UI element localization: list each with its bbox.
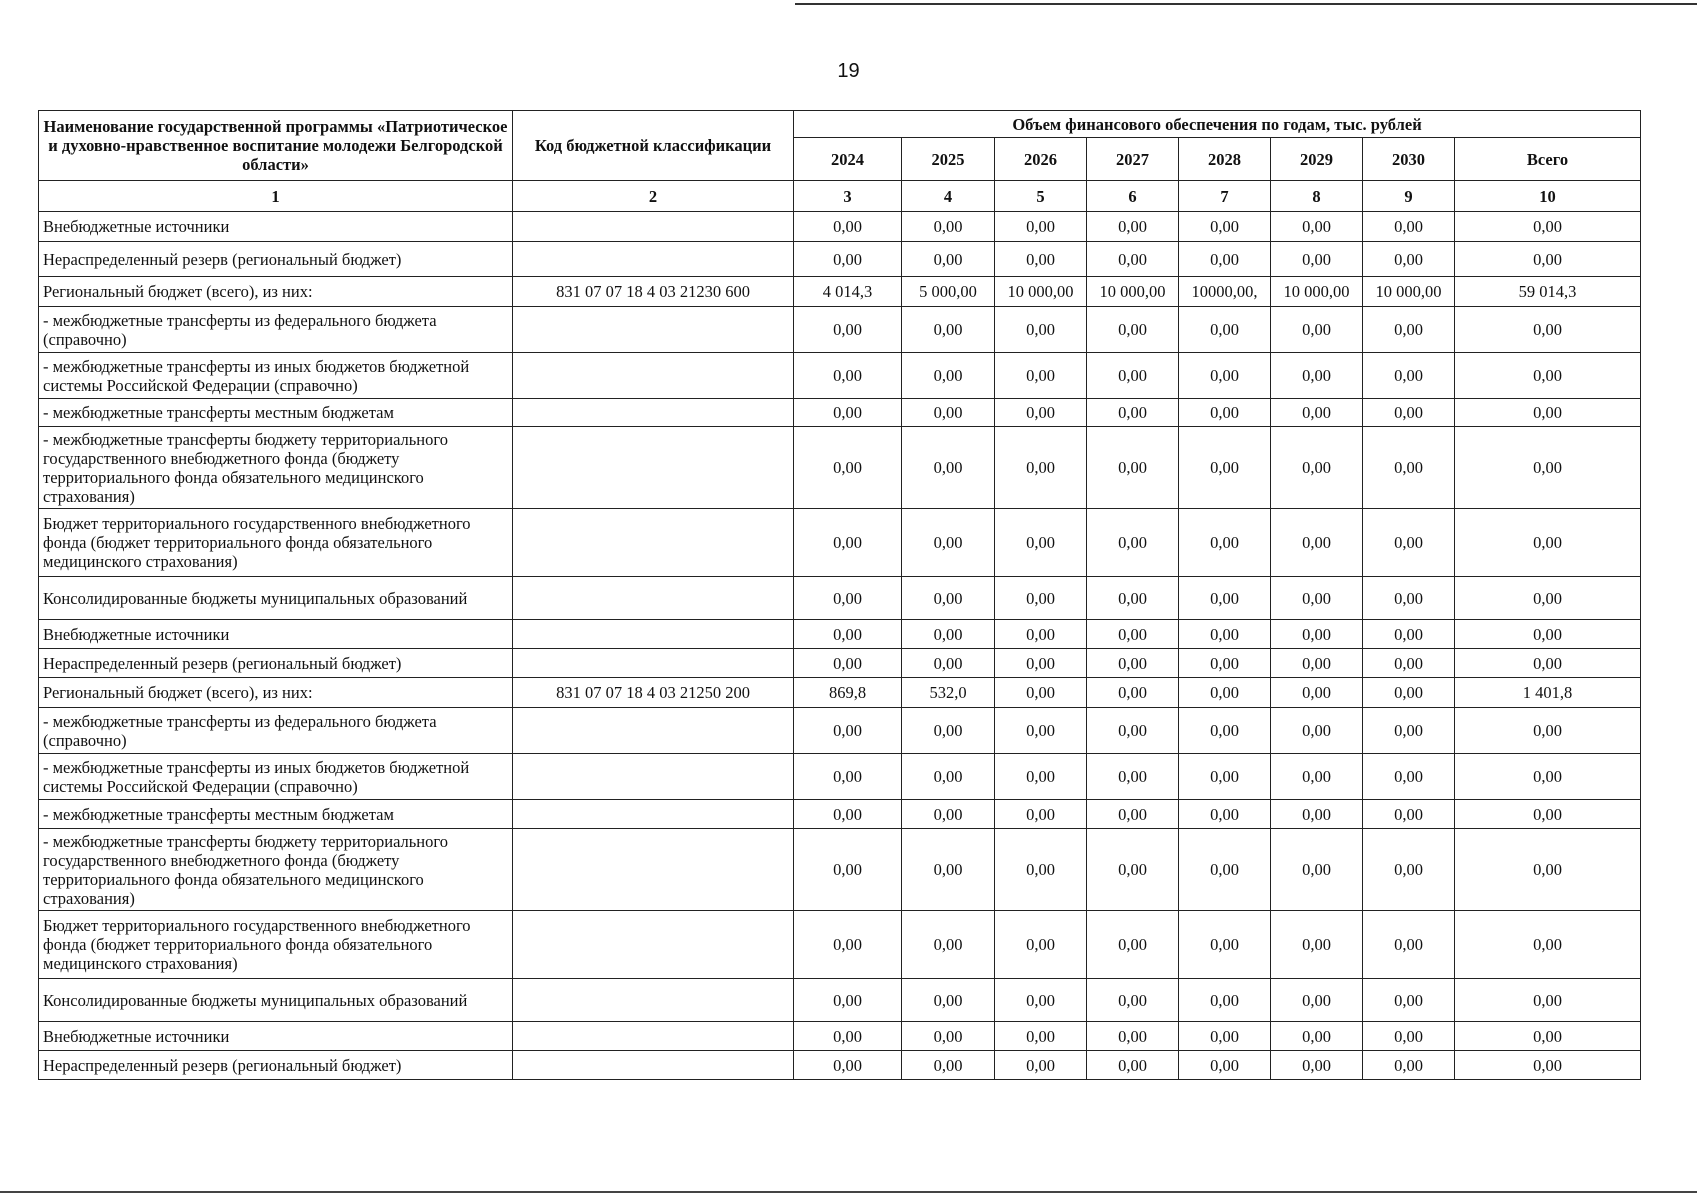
row-code bbox=[513, 427, 794, 509]
row-value: 0,00 bbox=[995, 427, 1087, 509]
row-value: 0,00 bbox=[1087, 427, 1179, 509]
row-value: 0,00 bbox=[1455, 800, 1641, 829]
row-code bbox=[513, 829, 794, 911]
row-name: Региональный бюджет (всего), из них: bbox=[39, 678, 513, 708]
row-value: 0,00 bbox=[1271, 1051, 1363, 1080]
row-value: 0,00 bbox=[794, 212, 902, 242]
header-year: 2024 bbox=[794, 138, 902, 181]
row-value: 1 401,8 bbox=[1455, 678, 1641, 708]
row-value: 0,00 bbox=[1179, 979, 1271, 1022]
row-code: 831 07 07 18 4 03 21230 600 bbox=[513, 277, 794, 307]
row-value: 0,00 bbox=[1363, 620, 1455, 649]
row-value: 0,00 bbox=[995, 307, 1087, 353]
column-index: 1 bbox=[39, 181, 513, 212]
row-value: 0,00 bbox=[1271, 829, 1363, 911]
row-value: 0,00 bbox=[1363, 242, 1455, 277]
table-row bbox=[39, 1022, 1641, 1051]
column-index: 3 bbox=[794, 181, 902, 212]
row-value: 0,00 bbox=[1455, 649, 1641, 678]
row-value: 0,00 bbox=[1179, 1051, 1271, 1080]
row-code bbox=[513, 708, 794, 754]
table-row bbox=[39, 427, 1641, 509]
row-name: - межбюджетные трансферты бюджету территориального государственного внебюджетного фонда (бюджету территориального фонда обязательного медицинского страхования) bbox=[39, 427, 513, 509]
row-value: 0,00 bbox=[1455, 620, 1641, 649]
row-value: 0,00 bbox=[1455, 509, 1641, 577]
table-row bbox=[39, 307, 1641, 353]
table-row bbox=[39, 979, 1641, 1022]
row-value: 0,00 bbox=[902, 754, 995, 800]
header-year: 2030 bbox=[1363, 138, 1455, 181]
row-value: 0,00 bbox=[1179, 307, 1271, 353]
row-value: 0,00 bbox=[902, 911, 995, 979]
row-value: 0,00 bbox=[794, 509, 902, 577]
row-value: 0,00 bbox=[995, 620, 1087, 649]
row-value: 0,00 bbox=[902, 242, 995, 277]
row-name: - межбюджетные трансферты из федерального бюджета (справочно) bbox=[39, 307, 513, 353]
row-value: 0,00 bbox=[794, 911, 902, 979]
row-value: 0,00 bbox=[1271, 577, 1363, 620]
row-value: 0,00 bbox=[902, 708, 995, 754]
header-funding-group: Объем финансового обеспечения по годам, тыс. рублей bbox=[794, 111, 1641, 138]
row-value: 0,00 bbox=[794, 708, 902, 754]
row-code bbox=[513, 620, 794, 649]
row-value: 0,00 bbox=[1087, 754, 1179, 800]
table-row bbox=[39, 1051, 1641, 1080]
row-name: - межбюджетные трансферты из иных бюджетов бюджетной системы Российской Федерации (справочно) bbox=[39, 353, 513, 399]
row-value: 0,00 bbox=[995, 1022, 1087, 1051]
row-value: 0,00 bbox=[1179, 911, 1271, 979]
row-name: Нераспределенный резерв (региональный бюджет) bbox=[39, 1051, 513, 1080]
row-code bbox=[513, 212, 794, 242]
row-value: 0,00 bbox=[1179, 620, 1271, 649]
row-code bbox=[513, 754, 794, 800]
row-name: Региональный бюджет (всего), из них: bbox=[39, 277, 513, 307]
row-value: 0,00 bbox=[1455, 577, 1641, 620]
table-row bbox=[39, 708, 1641, 754]
row-value: 0,00 bbox=[1179, 212, 1271, 242]
row-value: 0,00 bbox=[1271, 754, 1363, 800]
row-value: 0,00 bbox=[902, 307, 995, 353]
row-value: 59 014,3 bbox=[1455, 277, 1641, 307]
row-value: 0,00 bbox=[1363, 708, 1455, 754]
row-value: 0,00 bbox=[902, 829, 995, 911]
row-value: 0,00 bbox=[1363, 353, 1455, 399]
row-value: 0,00 bbox=[1087, 399, 1179, 427]
row-value: 0,00 bbox=[995, 708, 1087, 754]
row-value: 0,00 bbox=[1087, 1022, 1179, 1051]
table-row bbox=[39, 353, 1641, 399]
row-value: 0,00 bbox=[995, 509, 1087, 577]
row-value: 0,00 bbox=[995, 577, 1087, 620]
row-value: 10 000,00 bbox=[1363, 277, 1455, 307]
row-code bbox=[513, 649, 794, 678]
row-value: 0,00 bbox=[1455, 307, 1641, 353]
row-value: 0,00 bbox=[1271, 509, 1363, 577]
row-value: 0,00 bbox=[902, 577, 995, 620]
row-value: 0,00 bbox=[794, 427, 902, 509]
column-index: 2 bbox=[513, 181, 794, 212]
column-index: 7 bbox=[1179, 181, 1271, 212]
row-value: 0,00 bbox=[1087, 353, 1179, 399]
header-year: 2029 bbox=[1271, 138, 1363, 181]
column-index: 5 bbox=[995, 181, 1087, 212]
row-value: 0,00 bbox=[1363, 1022, 1455, 1051]
table-row bbox=[39, 242, 1641, 277]
row-value: 0,00 bbox=[1271, 911, 1363, 979]
table-row bbox=[39, 800, 1641, 829]
row-name: - межбюджетные трансферты местным бюджетам bbox=[39, 399, 513, 427]
row-name: - межбюджетные трансферты местным бюджетам bbox=[39, 800, 513, 829]
row-value: 0,00 bbox=[902, 212, 995, 242]
row-value: 0,00 bbox=[1087, 509, 1179, 577]
table-row bbox=[39, 509, 1641, 577]
table-row bbox=[39, 620, 1641, 649]
row-value: 0,00 bbox=[1087, 1051, 1179, 1080]
row-value: 0,00 bbox=[794, 577, 902, 620]
row-value: 0,00 bbox=[902, 509, 995, 577]
row-value: 0,00 bbox=[794, 353, 902, 399]
row-value: 0,00 bbox=[902, 620, 995, 649]
row-value: 0,00 bbox=[902, 427, 995, 509]
row-value: 0,00 bbox=[995, 212, 1087, 242]
column-index: 6 bbox=[1087, 181, 1179, 212]
row-code bbox=[513, 509, 794, 577]
row-value: 0,00 bbox=[1363, 212, 1455, 242]
row-value: 0,00 bbox=[1179, 649, 1271, 678]
table-row bbox=[39, 649, 1641, 678]
row-value: 0,00 bbox=[1271, 242, 1363, 277]
row-value: 0,00 bbox=[1271, 979, 1363, 1022]
row-code bbox=[513, 242, 794, 277]
header-year: 2028 bbox=[1179, 138, 1271, 181]
row-value: 0,00 bbox=[794, 399, 902, 427]
row-value: 0,00 bbox=[1087, 307, 1179, 353]
header-year: 2026 bbox=[995, 138, 1087, 181]
row-name: Внебюджетные источники bbox=[39, 212, 513, 242]
row-value: 0,00 bbox=[794, 1022, 902, 1051]
row-value: 0,00 bbox=[1179, 1022, 1271, 1051]
row-value: 0,00 bbox=[1087, 678, 1179, 708]
table-row bbox=[39, 212, 1641, 242]
row-value: 0,00 bbox=[1087, 979, 1179, 1022]
row-code bbox=[513, 800, 794, 829]
row-value: 0,00 bbox=[902, 1022, 995, 1051]
row-value: 0,00 bbox=[902, 353, 995, 399]
row-name: Внебюджетные источники bbox=[39, 620, 513, 649]
table-row bbox=[39, 911, 1641, 979]
row-value: 0,00 bbox=[1363, 649, 1455, 678]
row-value: 0,00 bbox=[1271, 307, 1363, 353]
row-value: 0,00 bbox=[902, 1051, 995, 1080]
row-value: 0,00 bbox=[1363, 307, 1455, 353]
budget-table bbox=[38, 110, 1641, 1080]
row-value: 0,00 bbox=[1179, 427, 1271, 509]
row-value: 0,00 bbox=[995, 911, 1087, 979]
row-code: 831 07 07 18 4 03 21250 200 bbox=[513, 678, 794, 708]
row-value: 0,00 bbox=[1179, 678, 1271, 708]
row-value: 0,00 bbox=[1363, 979, 1455, 1022]
row-code bbox=[513, 577, 794, 620]
row-code bbox=[513, 399, 794, 427]
row-value: 0,00 bbox=[794, 620, 902, 649]
row-value: 0,00 bbox=[1363, 911, 1455, 979]
row-value: 0,00 bbox=[794, 754, 902, 800]
row-value: 0,00 bbox=[1179, 353, 1271, 399]
header-name: Наименование государственной программы «Патриотическое и духовно-нравственное воспитание молодежи Белгородской области» bbox=[39, 111, 513, 181]
row-value: 0,00 bbox=[902, 800, 995, 829]
column-index: 9 bbox=[1363, 181, 1455, 212]
row-value: 0,00 bbox=[902, 979, 995, 1022]
table-row bbox=[39, 577, 1641, 620]
header-row bbox=[39, 111, 1641, 138]
row-value: 0,00 bbox=[1363, 399, 1455, 427]
row-code bbox=[513, 911, 794, 979]
top-rule bbox=[795, 3, 1697, 5]
row-name: Консолидированные бюджеты муниципальных образований bbox=[39, 979, 513, 1022]
column-index: 8 bbox=[1271, 181, 1363, 212]
page-number: 19 bbox=[837, 60, 860, 82]
row-name: Бюджет территориального государственного внебюджетного фонда (бюджет территориального фонда обязательного медицинского страхования) bbox=[39, 509, 513, 577]
column-index: 4 bbox=[902, 181, 995, 212]
row-value: 0,00 bbox=[1271, 620, 1363, 649]
table-row bbox=[39, 277, 1641, 307]
table-row bbox=[39, 399, 1641, 427]
row-value: 0,00 bbox=[995, 1051, 1087, 1080]
row-value: 0,00 bbox=[1179, 509, 1271, 577]
row-value: 0,00 bbox=[1363, 577, 1455, 620]
row-value: 0,00 bbox=[1455, 979, 1641, 1022]
row-value: 0,00 bbox=[794, 829, 902, 911]
row-value: 0,00 bbox=[1271, 353, 1363, 399]
row-name: - межбюджетные трансферты из иных бюджетов бюджетной системы Российской Федерации (справочно) bbox=[39, 754, 513, 800]
row-value: 0,00 bbox=[794, 979, 902, 1022]
row-value: 0,00 bbox=[794, 649, 902, 678]
row-value: 0,00 bbox=[1271, 427, 1363, 509]
row-value: 4 014,3 bbox=[794, 277, 902, 307]
row-value: 0,00 bbox=[1455, 242, 1641, 277]
row-value: 0,00 bbox=[1179, 754, 1271, 800]
row-value: 0,00 bbox=[1363, 1051, 1455, 1080]
table-row bbox=[39, 829, 1641, 911]
row-value: 0,00 bbox=[794, 307, 902, 353]
row-value: 0,00 bbox=[1271, 212, 1363, 242]
row-value: 0,00 bbox=[1455, 1022, 1641, 1051]
row-value: 0,00 bbox=[794, 242, 902, 277]
row-value: 0,00 bbox=[1179, 577, 1271, 620]
column-index: 10 bbox=[1455, 181, 1641, 212]
row-value: 0,00 bbox=[1363, 678, 1455, 708]
row-value: 0,00 bbox=[794, 1051, 902, 1080]
row-value: 0,00 bbox=[995, 800, 1087, 829]
row-value: 0,00 bbox=[1271, 800, 1363, 829]
row-value: 0,00 bbox=[1087, 911, 1179, 979]
row-value: 0,00 bbox=[1363, 509, 1455, 577]
row-code bbox=[513, 979, 794, 1022]
row-value: 0,00 bbox=[902, 649, 995, 678]
row-code bbox=[513, 353, 794, 399]
row-value: 0,00 bbox=[902, 399, 995, 427]
header-year: 2025 bbox=[902, 138, 995, 181]
row-value: 0,00 bbox=[794, 800, 902, 829]
row-value: 0,00 bbox=[1455, 212, 1641, 242]
row-value: 0,00 bbox=[1455, 427, 1641, 509]
row-value: 0,00 bbox=[1455, 353, 1641, 399]
row-value: 0,00 bbox=[1363, 800, 1455, 829]
row-value: 0,00 bbox=[1087, 800, 1179, 829]
row-value: 0,00 bbox=[1455, 399, 1641, 427]
row-value: 10 000,00 bbox=[1271, 277, 1363, 307]
row-name: Нераспределенный резерв (региональный бюджет) bbox=[39, 242, 513, 277]
row-value: 0,00 bbox=[1363, 829, 1455, 911]
row-value: 0,00 bbox=[995, 353, 1087, 399]
table-row bbox=[39, 678, 1641, 708]
row-value: 10 000,00 bbox=[1087, 277, 1179, 307]
row-value: 532,0 bbox=[902, 678, 995, 708]
row-name: - межбюджетные трансферты из федерального бюджета (справочно) bbox=[39, 708, 513, 754]
index-row bbox=[39, 181, 1641, 212]
row-code bbox=[513, 1051, 794, 1080]
row-value: 0,00 bbox=[1455, 754, 1641, 800]
row-value: 0,00 bbox=[1179, 800, 1271, 829]
row-value: 0,00 bbox=[1087, 620, 1179, 649]
row-value: 10 000,00 bbox=[995, 277, 1087, 307]
row-value: 0,00 bbox=[1179, 399, 1271, 427]
row-value: 0,00 bbox=[1087, 708, 1179, 754]
row-value: 0,00 bbox=[1087, 829, 1179, 911]
row-value: 0,00 bbox=[995, 754, 1087, 800]
row-value: 0,00 bbox=[1455, 829, 1641, 911]
row-value: 0,00 bbox=[1087, 212, 1179, 242]
row-name: Консолидированные бюджеты муниципальных образований bbox=[39, 577, 513, 620]
row-value: 0,00 bbox=[1271, 399, 1363, 427]
row-value: 0,00 bbox=[1271, 1022, 1363, 1051]
header-year: 2027 bbox=[1087, 138, 1179, 181]
row-code bbox=[513, 307, 794, 353]
row-value: 0,00 bbox=[1455, 708, 1641, 754]
row-value: 0,00 bbox=[1179, 708, 1271, 754]
row-value: 0,00 bbox=[1455, 911, 1641, 979]
header-year: Всего bbox=[1455, 138, 1641, 181]
row-value: 0,00 bbox=[1087, 242, 1179, 277]
row-value: 869,8 bbox=[794, 678, 902, 708]
row-value: 0,00 bbox=[1363, 754, 1455, 800]
row-name: - межбюджетные трансферты бюджету территориального государственного внебюджетного фонда (бюджету территориального фонда обязательного медицинского страхования) bbox=[39, 829, 513, 911]
row-value: 0,00 bbox=[1271, 708, 1363, 754]
row-value: 0,00 bbox=[1179, 829, 1271, 911]
row-value: 0,00 bbox=[1179, 242, 1271, 277]
row-name: Внебюджетные источники bbox=[39, 1022, 513, 1051]
row-value: 0,00 bbox=[1087, 649, 1179, 678]
row-name: Нераспределенный резерв (региональный бюджет) bbox=[39, 649, 513, 678]
row-value: 0,00 bbox=[995, 649, 1087, 678]
bottom-rule bbox=[0, 1191, 1697, 1193]
row-value: 0,00 bbox=[1363, 427, 1455, 509]
row-value: 0,00 bbox=[995, 979, 1087, 1022]
row-value: 0,00 bbox=[1271, 678, 1363, 708]
header-code: Код бюджетной классификации bbox=[513, 111, 794, 181]
table-row bbox=[39, 754, 1641, 800]
row-value: 10000,00, bbox=[1179, 277, 1271, 307]
row-code bbox=[513, 1022, 794, 1051]
row-value: 0,00 bbox=[1271, 649, 1363, 678]
row-value: 0,00 bbox=[995, 829, 1087, 911]
row-name: Бюджет территориального государственного внебюджетного фонда (бюджет территориального фонда обязательного медицинского страхования) bbox=[39, 911, 513, 979]
row-value: 0,00 bbox=[1455, 1051, 1641, 1080]
row-value: 0,00 bbox=[1087, 577, 1179, 620]
row-value: 0,00 bbox=[995, 399, 1087, 427]
row-value: 0,00 bbox=[995, 242, 1087, 277]
row-value: 5 000,00 bbox=[902, 277, 995, 307]
row-value: 0,00 bbox=[995, 678, 1087, 708]
